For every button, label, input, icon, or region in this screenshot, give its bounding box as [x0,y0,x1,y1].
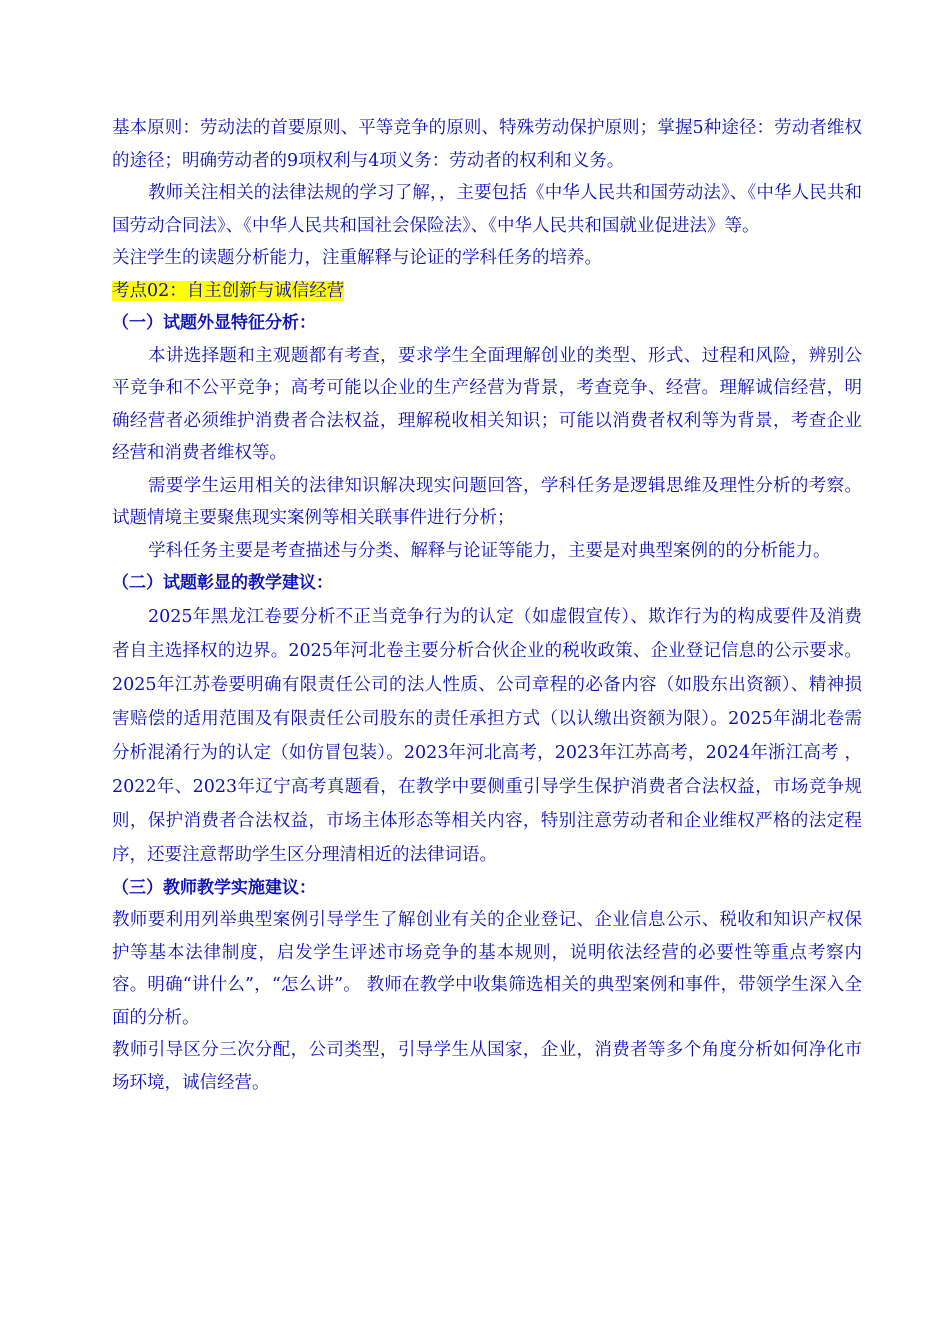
intro-paragraph-principles: 基本原则：劳动法的首要原则、平等竞争的原则、特殊劳动保护原则；掌握5种途径：劳动者维权的途径；明确劳动者的9项权利与4项义务：劳动者的权利和义务。 [112,118,862,171]
intro-paragraph-laws: 教师关注相关的法律法规的学习了解，，主要包括《中华人民共和国劳动法》、《中华人民共和国劳动合同法》、《中华人民共和国社会保险法》、《中华人民共和国就业促进法》等。 [112,183,862,236]
section3-paragraph-2: 教师引导区分三次分配，公司类型，引导学生从国家，企业，消费者等多个角度分析如何净化市场环境，诚信经营。 [112,1040,862,1093]
document-body [112,112,862,1099]
section2-paragraph-1: 2025年黑龙江卷要分析不正当竞争行为的认定（如虚假宣传）、欺诈行为的构成要件及消费者自主选择权的边界。2025年河北卷主要分析合伙企业的税收政策、企业登记信息的公示要求。2025年江苏卷要明确有限责任公司的法人性质、公司章程的必备内容（如股东出资额）、精神损害赔偿的适用范围及有限责任公司股东的责任承担方式（以认缴出资额为限）。2025年湖北卷需分析混淆行为的认定（如仿冒包装）。2023年河北高考，2023年江苏高考，2024年浙江高考 ，2022年、2023年辽宁高考真题看，在教学中要侧重引导学生保护消费者合法权益，市场竞争规则，保护消费者合法权益，市场主体形态等相关内容，特别注意劳动者和企业维权严格的法定程序，还要注意帮助学生区分理清相近的法律词语。 [112,606,862,865]
section3-heading: （三）教师教学实施建议： [112,877,316,898]
topic-title-line [112,275,862,308]
section1-heading: （一）试题外显特征分析： [112,313,316,333]
section1-paragraph-3: 学科任务主要是考查描述与分类、解释与论证等能力，主要是对典型案例的的分析能力。 [148,540,831,561]
section1-paragraph-2: 需要学生运用相关的法律知识解决现实问题回答，学科任务是逻辑思维及理性分析的考察。试题情境主要聚焦现实案例等相关联事件进行分析； [112,475,862,528]
intro-paragraph-focus: 关注学生的读题分析能力，注重解释与论证的学科任务的培养。 [112,248,602,268]
topic-title: 考点02：自主创新与诚信经营 [112,280,345,301]
section2-heading: （二）试题彰显的教学建议： [112,573,333,593]
section1-paragraph-1: 本讲选择题和主观题都有考查，要求学生全面理解创业的类型、形式、过程和风险，辨别公平竞争和不公平竞争；高考可能以企业的生产经营为背景，考查竞争、经营。理解诚信经营，明确经营者必须维护消费者合法权益，理解税收相关知识；可能以消费者权利等为背景，考查企业经营和消费者维权等。 [112,345,862,463]
section3-paragraph-1: 教师要利用列举典型案例引导学生了解创业有关的企业登记、企业信息公示、税收和知识产权保护等基本法律制度，启发学生评述市场竞争的基本规则，说明依法经营的必要性等重点考察内容。明确“讲什么”，“怎么讲”。 教师在教学中收集筛选相关的典型案例和事件，带领学生深入全面的分析。 [112,910,862,1028]
